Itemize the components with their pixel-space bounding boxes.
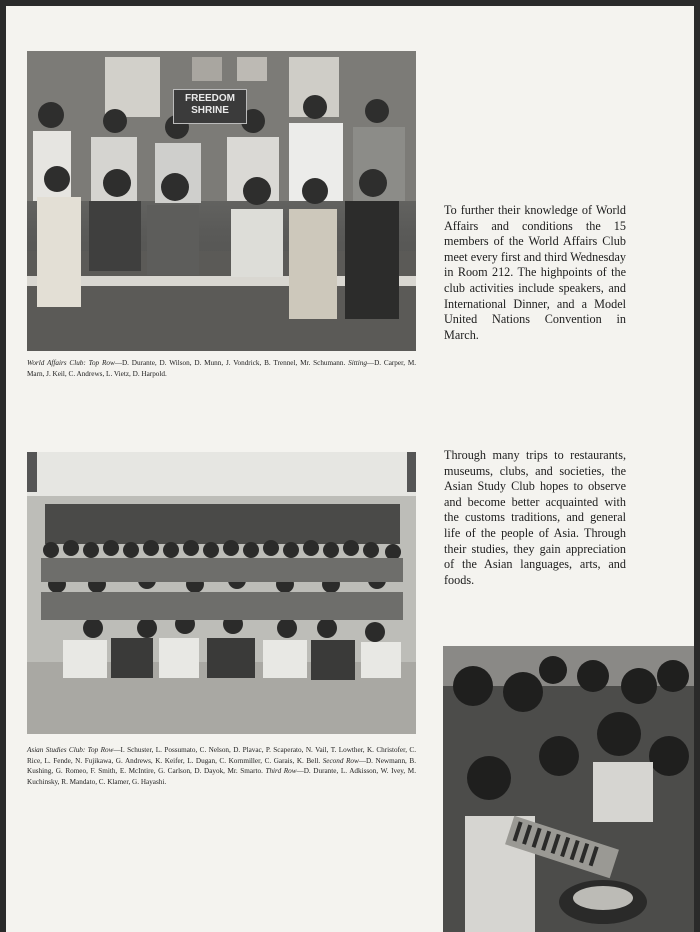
caption-third-label: Third Row [265,767,297,775]
asian-studies-description: Through many trips to restaurants, museums, clubs, and societies, the Asian Study Club hopes to observe and become better acquainted with the customs traditions, and general life of the people of Asia. Through their studies, they gain appreciation of the Asian languages, arts, and foods. [444,448,626,587]
asian-club-activity-photo [443,646,694,932]
freedom-shrine-sign [173,89,247,124]
caption-top-row: —D. Durante, D. Wilson, D. Munn, J. Vondrick, B. Trennel, Mr. Schumann. [114,359,346,367]
caption-sitting-label: Sitting [348,359,367,367]
sign-line-2: SHRINE [191,105,229,116]
caption-top-row: —I. Schuster, L. Possumato, C. Nelson, D. Plavac, P. Scaperato, N. Vail, T. Lowther, K. Christofer, C. Rice, L. Fende, N. Fujikawa, G. Andrews, K. Keifer, L. Dugan, C. Kornmiller, C. Garais, K. Bell. [27,746,416,765]
caption-club-label: Asian Studies Club: Top Row [27,746,114,754]
group-photo-illustration [27,452,416,734]
world-affairs-club-photo [27,51,416,351]
yearbook-page [6,6,694,932]
world-affairs-description: To further their knowledge of World Affairs and conditions the 15 members of the World Affairs Club meet every first and third Wednesday in Room 212. The highpoints of the club activities include speakers, and International Dinner, and a Model United Nations Convention in March. [444,203,626,342]
caption-second-label: Second Row [322,756,359,765]
caption-sitting: —D. Carper, M. Marn, J. Keil, C. Andrews, L. Vietz, D. Harpold. [27,359,417,378]
activity-photo-illustration [443,646,694,932]
asian-studies-club-photo [27,452,416,734]
world-affairs-caption [27,358,416,379]
sign-line-1: FREEDOM [185,93,235,104]
caption-club-label: World Affairs Club: Top Row [27,359,115,367]
caption-third-row: —D. Durante, L. Adkisson, W. Ivey, M. Kuchinsky, R. Mandato, C. Klamer, G. Hayashi. [27,767,416,786]
caption-second-row: —D. Newmann, B. Kushing, G. Romeo, F. Smith, E. McIntire, G. Carlson, D. Dayok, Mr. Smarto. [27,756,416,775]
asian-studies-caption [27,745,416,787]
